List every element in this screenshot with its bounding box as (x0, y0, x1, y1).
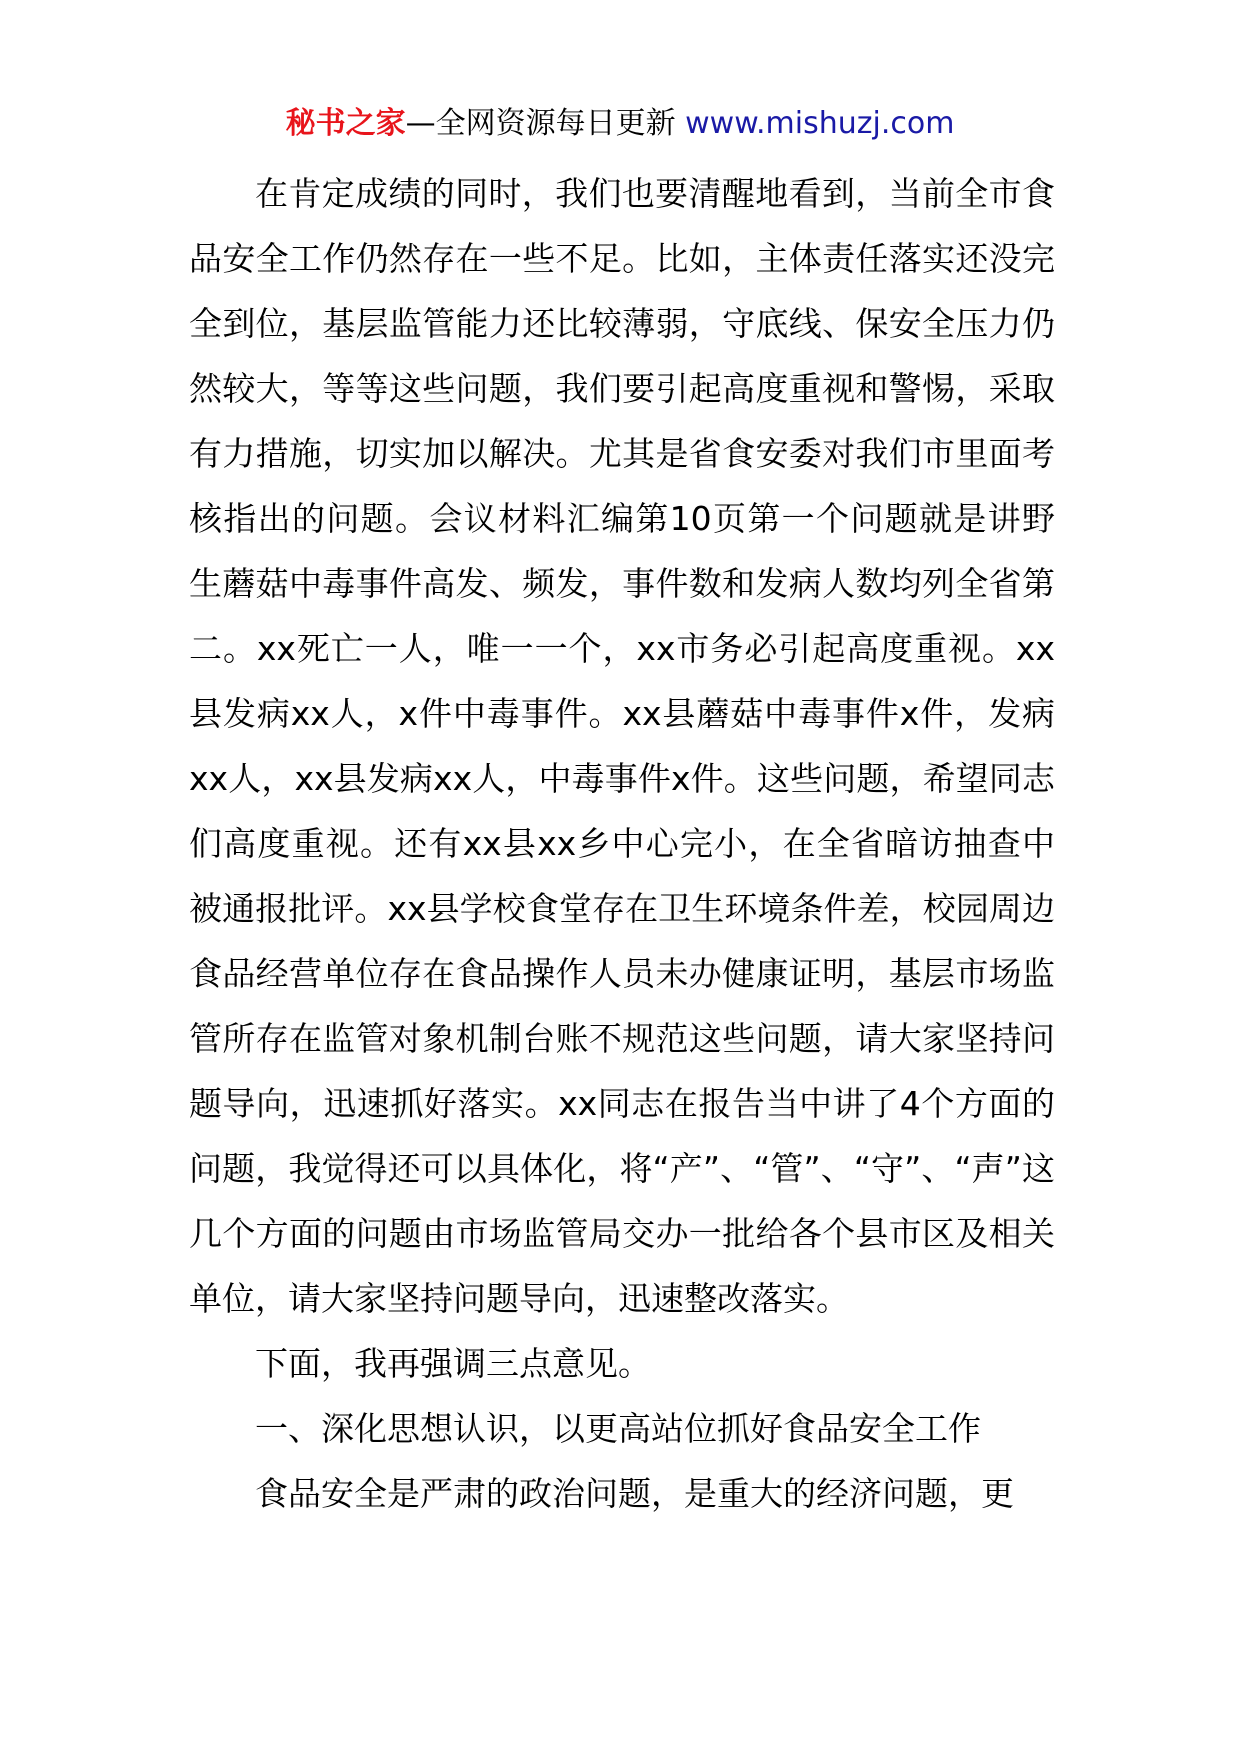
section-heading-1: 一、深化思想认识，以更高站位抓好食品安全工作 (255, 1409, 981, 1448)
website-link[interactable]: www.mishuzj.com (685, 106, 955, 141)
paragraph-transition: 下面，我再强调三点意见。 (255, 1344, 651, 1383)
brand-name: 秘书之家 (285, 106, 406, 141)
header-slogan: —全网资源每日更新 (405, 106, 676, 141)
paragraph-food-safety: 食品安全是严肃的政治问题，是重大的经济问题，更 (255, 1474, 1014, 1513)
document-body (189, 161, 1055, 1526)
page-header (0, 102, 1240, 146)
paragraph-problems: 在肯定成绩的同时，我们也要清醒地看到，当前全市食品安全工作仍然存在一些不足。比如，主体责任落实还没完全到位，基层监管能力还比较薄弱，守底线、保安全压力仍然较大，等等这些问题，我们要引起高度重视和警惕，采取有力措施，切实加以解决。尤其是省食安委对我们市里面考核指出的问题。会议材料汇编第10页第一个问题就是讲野生蘑菇中毒事件高发、频发，事件数和发病人数均列全省第二。xx死亡一人，唯一一个，xx市务必引起高度重视。xx县发病xx人，x件中毒事件。xx县蘑菇中毒事件x件，发病xx人，xx县发病xx人，中毒事件x件。这些问题，希望同志们高度重视。还有xx县xx乡中心完小，在全省暗访抽查中被通报批评。xx县学校食堂存在卫生环境条件差，校园周边食品经营单位存在食品操作人员未办健康证明，基层市场监管所存在监管对象机制台账不规范这些问题，请大家坚持问题导向，迅速抓好落实。xx同志在报告当中讲了4个方面的问题，我觉得还可以具体化，将“产”、“管”、“守”、“声”这几个方面的问题由市场监管局交办一批给各个县市区及相关单位，请大家坚持问题导向，迅速整改落实。 (189, 174, 1055, 1318)
